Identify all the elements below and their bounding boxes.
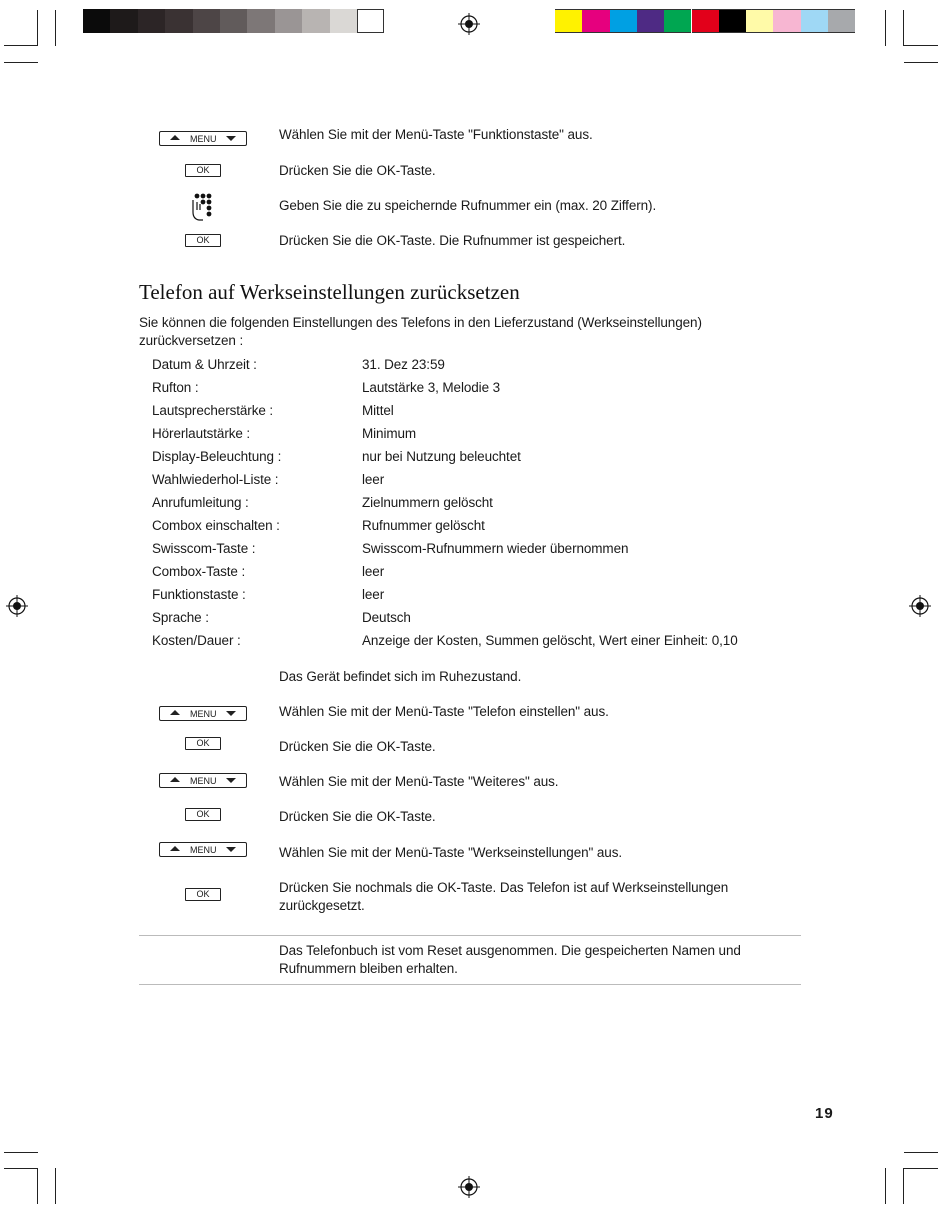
gray-swatch [193, 9, 220, 33]
step-text: Drücken Sie nochmals die OK-Taste. Das Telefon ist auf Werkseinstellungen zurückgesetzt. [279, 880, 729, 913]
gray-swatch [330, 9, 357, 33]
color-swatch [637, 9, 664, 33]
step-text: Drücken Sie die OK-Taste. [279, 739, 436, 754]
setting-value: nur bei Nutzung beleuchtet [362, 449, 521, 464]
step-text: Geben Sie die zu speichernde Rufnummer ein (max. 20 Ziffern). [279, 198, 657, 213]
crop-mark [904, 1152, 938, 1153]
setting-value: Minimum [362, 426, 417, 441]
gray-swatch [275, 9, 302, 33]
menu-key-icon: MENU [159, 842, 247, 857]
crop-mark [4, 45, 38, 46]
gray-swatch [302, 9, 329, 33]
color-swatch [719, 9, 746, 33]
setting-label: Funktionstaste : [152, 587, 246, 602]
crop-mark [4, 1152, 38, 1153]
crop-mark [904, 62, 938, 63]
setting-label: Combox-Taste : [152, 564, 246, 579]
ok-key-icon: OK [185, 888, 221, 901]
menu-key-icon: MENU [159, 706, 247, 721]
setting-value: leer [362, 587, 385, 602]
menu-key-icon: MENU [159, 131, 247, 146]
registration-mark-icon [458, 13, 480, 35]
setting-label: Kosten/Dauer : [152, 633, 241, 648]
registration-mark-icon [458, 1176, 480, 1198]
crop-mark [904, 1168, 938, 1169]
step-text: Wählen Sie mit der Menü-Taste "Weiteres" aus. [279, 774, 559, 789]
crop-mark [903, 10, 904, 46]
gray-swatch [165, 9, 192, 33]
color-swatch [828, 9, 855, 33]
gray-swatch [138, 9, 165, 33]
note-rule-bottom [139, 984, 801, 985]
setting-value: leer [362, 564, 385, 579]
crop-mark [55, 1168, 56, 1204]
crop-mark [885, 1168, 886, 1204]
gray-swatch [247, 9, 274, 33]
setting-value: Swisscom-Rufnummern wieder übernommen [362, 541, 629, 556]
color-swatch [746, 9, 773, 33]
crop-mark [37, 1168, 38, 1204]
color-swatch [692, 9, 719, 33]
keypad-icon [189, 192, 217, 222]
page-number: 19 [815, 1105, 834, 1122]
step-text: Drücken Sie die OK-Taste. [279, 809, 436, 824]
gray-swatch [83, 9, 110, 33]
color-swatch [555, 9, 582, 33]
crop-mark [904, 45, 938, 46]
setting-label: Wahlwiederhol-Liste : [152, 472, 279, 487]
setting-label: Hörerlautstärke : [152, 426, 251, 441]
idle-note: Das Gerät befindet sich im Ruhezustand. [279, 669, 522, 684]
step-text: Wählen Sie mit der Menü-Taste "Telefon einstellen" aus. [279, 704, 609, 719]
setting-label: Lautsprecherstärke : [152, 403, 274, 418]
step-text: Drücken Sie die OK-Taste. Die Rufnummer ist gespeichert. [279, 233, 626, 248]
setting-value: Deutsch [362, 610, 411, 625]
crop-mark [4, 62, 38, 63]
gray-swatch [357, 9, 384, 33]
crop-mark [903, 1168, 904, 1204]
crop-mark [55, 10, 56, 46]
ok-key-icon: OK [185, 164, 221, 177]
note-text: Das Telefonbuch ist vom Reset ausgenommen. Die gespeicherten Namen und Rufnummern bleiben erhalten. [279, 943, 741, 976]
setting-value: leer [362, 472, 385, 487]
setting-label: Sprache : [152, 610, 209, 625]
step-text: Wählen Sie mit der Menü-Taste "Funktionstaste" aus. [279, 127, 593, 142]
menu-key-icon: MENU [159, 773, 247, 788]
section-title: Telefon auf Werkseinstellungen zurücksetzen [139, 280, 520, 304]
setting-label: Swisscom-Taste : [152, 541, 256, 556]
ok-key-icon: OK [185, 234, 221, 247]
setting-value: Anzeige der Kosten, Summen gelöscht, Wert einer Einheit: 0,10 [362, 633, 738, 648]
crop-mark [37, 10, 38, 46]
setting-value: Rufnummer gelöscht [362, 518, 485, 533]
step-text: Drücken Sie die OK-Taste. [279, 163, 436, 178]
note-rule-top [139, 935, 801, 936]
crop-mark [885, 10, 886, 46]
setting-value: Zielnummern gelöscht [362, 495, 493, 510]
setting-label: Anrufumleitung : [152, 495, 249, 510]
color-swatch [801, 9, 828, 33]
setting-value: 31. Dez 23:59 [362, 357, 445, 372]
setting-value: Mittel [362, 403, 394, 418]
ok-key-icon: OK [185, 737, 221, 750]
setting-value: Lautstärke 3, Melodie 3 [362, 380, 501, 395]
color-swatch [773, 9, 800, 33]
setting-label: Datum & Uhrzeit : [152, 357, 257, 372]
setting-label: Rufton : [152, 380, 199, 395]
section-intro: Sie können die folgenden Einstellungen des Telefons in den Lieferzustand (Werkseinstellungen) zurückversetzen : [139, 315, 702, 348]
step-text: Wählen Sie mit der Menü-Taste "Werkseinstellungen" aus. [279, 845, 622, 860]
color-swatch [582, 9, 609, 33]
registration-mark-icon [6, 595, 28, 617]
registration-mark-icon [909, 595, 931, 617]
crop-mark [4, 1168, 38, 1169]
color-swatch [610, 9, 637, 33]
gray-swatch [220, 9, 247, 33]
color-swatch [664, 9, 691, 33]
setting-label: Combox einschalten : [152, 518, 280, 533]
ok-key-icon: OK [185, 808, 221, 821]
setting-label: Display-Beleuchtung : [152, 449, 282, 464]
gray-swatch [110, 9, 137, 33]
